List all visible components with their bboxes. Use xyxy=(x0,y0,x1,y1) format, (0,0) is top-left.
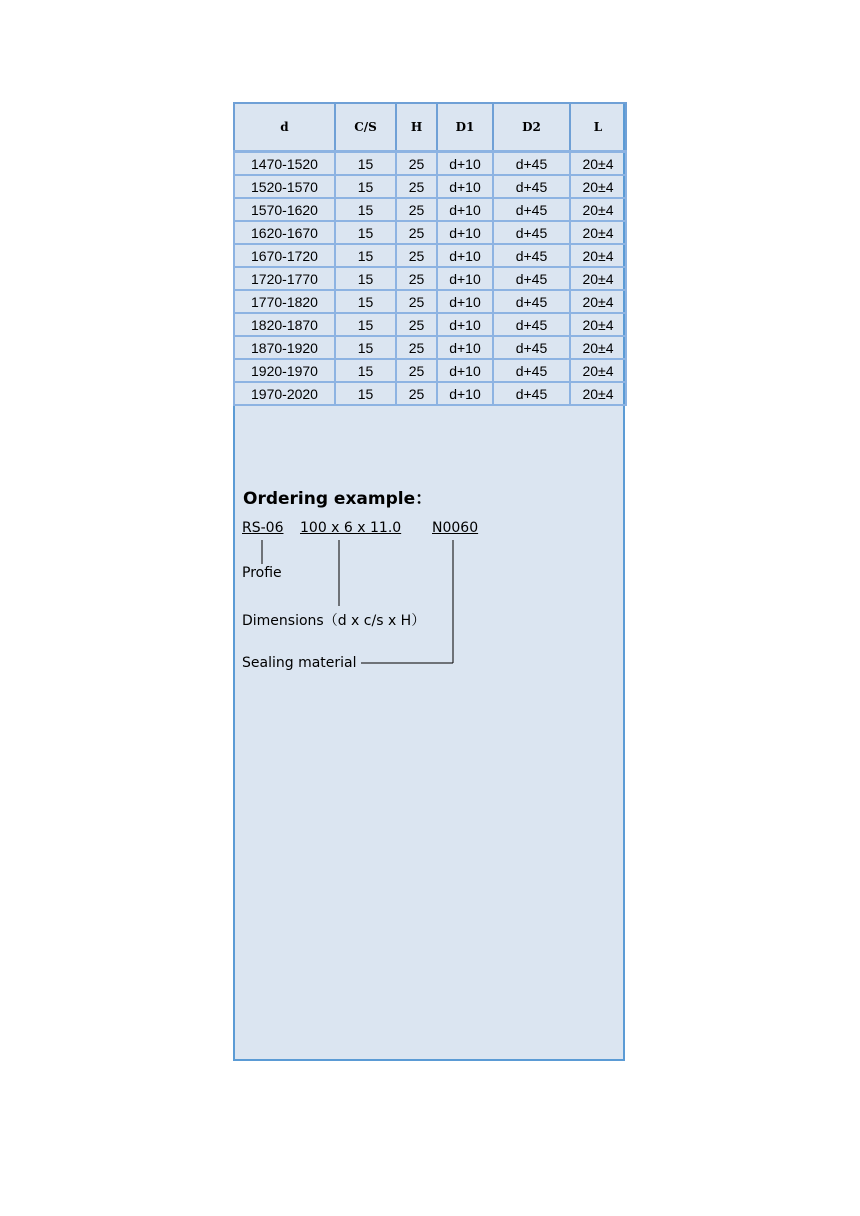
table-cell: 15 xyxy=(335,152,396,176)
dimensions-label: Dimensions（d x c/s x H） xyxy=(242,613,426,629)
table-cell: 20±4 xyxy=(570,175,626,198)
table-cell: d+45 xyxy=(493,382,570,405)
table-cell: 15 xyxy=(335,198,396,221)
table-cell: 25 xyxy=(396,313,437,336)
leader-lines xyxy=(235,104,623,1059)
table-cell: 20±4 xyxy=(570,359,626,382)
table-cell: d+45 xyxy=(493,198,570,221)
table-cell: 15 xyxy=(335,221,396,244)
table-cell: d+45 xyxy=(493,267,570,290)
table-cell: d+45 xyxy=(493,175,570,198)
column-header: H xyxy=(396,103,437,152)
table-cell: d+10 xyxy=(437,359,493,382)
column-header: d xyxy=(234,103,335,152)
material-code: N0060 xyxy=(432,520,479,536)
table-cell: d+10 xyxy=(437,198,493,221)
profile-label: Profie xyxy=(242,565,282,581)
table-cell: 1670-1720 xyxy=(234,244,335,267)
table-cell: 25 xyxy=(396,221,437,244)
table-cell: d+45 xyxy=(493,221,570,244)
table-cell: 25 xyxy=(396,152,437,176)
column-header: D1 xyxy=(437,103,493,152)
table-cell: 15 xyxy=(335,313,396,336)
table-cell: 25 xyxy=(396,290,437,313)
table-cell: 15 xyxy=(335,244,396,267)
table-cell: 20±4 xyxy=(570,198,626,221)
table-cell: d+10 xyxy=(437,382,493,405)
profile-code: RS-06 xyxy=(242,520,284,536)
table-cell: 1820-1870 xyxy=(234,313,335,336)
table-cell: 25 xyxy=(396,382,437,405)
table-cell: d+45 xyxy=(493,244,570,267)
table-cell: 25 xyxy=(396,198,437,221)
table-cell: d+10 xyxy=(437,175,493,198)
dimensions-code: 100 x 6 x 11.0 xyxy=(300,520,402,536)
table-cell: 25 xyxy=(396,359,437,382)
table-cell: 1970-2020 xyxy=(234,382,335,405)
table-cell: 15 xyxy=(335,359,396,382)
table-cell: 15 xyxy=(335,290,396,313)
ordering-example-title: Ordering example： xyxy=(243,489,433,509)
table-cell: d+10 xyxy=(437,221,493,244)
table-cell: d+10 xyxy=(437,313,493,336)
table-cell: 1920-1970 xyxy=(234,359,335,382)
table-cell: d+45 xyxy=(493,336,570,359)
table-cell: 1570-1620 xyxy=(234,198,335,221)
spec-panel xyxy=(233,102,625,1061)
table-cell: 15 xyxy=(335,382,396,405)
table-cell: d+10 xyxy=(437,267,493,290)
column-header: L xyxy=(570,103,626,152)
table-cell: 25 xyxy=(396,175,437,198)
table-cell: 15 xyxy=(335,267,396,290)
table-cell: 20±4 xyxy=(570,382,626,405)
table-cell: 1470-1520 xyxy=(234,152,335,176)
table-cell: 1620-1670 xyxy=(234,221,335,244)
table-cell: 1520-1570 xyxy=(234,175,335,198)
table-cell: 15 xyxy=(335,336,396,359)
table-cell: 20±4 xyxy=(570,244,626,267)
table-cell: 25 xyxy=(396,244,437,267)
material-label: Sealing material xyxy=(242,655,357,671)
column-header: C/S xyxy=(335,103,396,152)
table-cell: 25 xyxy=(396,267,437,290)
table-cell: d+45 xyxy=(493,359,570,382)
table-cell: 1870-1920 xyxy=(234,336,335,359)
table-cell: d+45 xyxy=(493,313,570,336)
table-cell: 20±4 xyxy=(570,221,626,244)
table-cell: 1770-1820 xyxy=(234,290,335,313)
table-cell: d+10 xyxy=(437,290,493,313)
table-cell: 20±4 xyxy=(570,313,626,336)
table-cell: d+10 xyxy=(437,244,493,267)
table-cell: 20±4 xyxy=(570,336,626,359)
table-cell: d+45 xyxy=(493,152,570,176)
table-cell: 25 xyxy=(396,336,437,359)
table-cell: d+10 xyxy=(437,152,493,176)
table-cell: 15 xyxy=(335,175,396,198)
table-cell: 20±4 xyxy=(570,267,626,290)
table-cell: d+10 xyxy=(437,336,493,359)
table-cell: 1720-1770 xyxy=(234,267,335,290)
table-cell: 20±4 xyxy=(570,152,626,176)
table-cell: 20±4 xyxy=(570,290,626,313)
column-header: D2 xyxy=(493,103,570,152)
table-cell: d+45 xyxy=(493,290,570,313)
